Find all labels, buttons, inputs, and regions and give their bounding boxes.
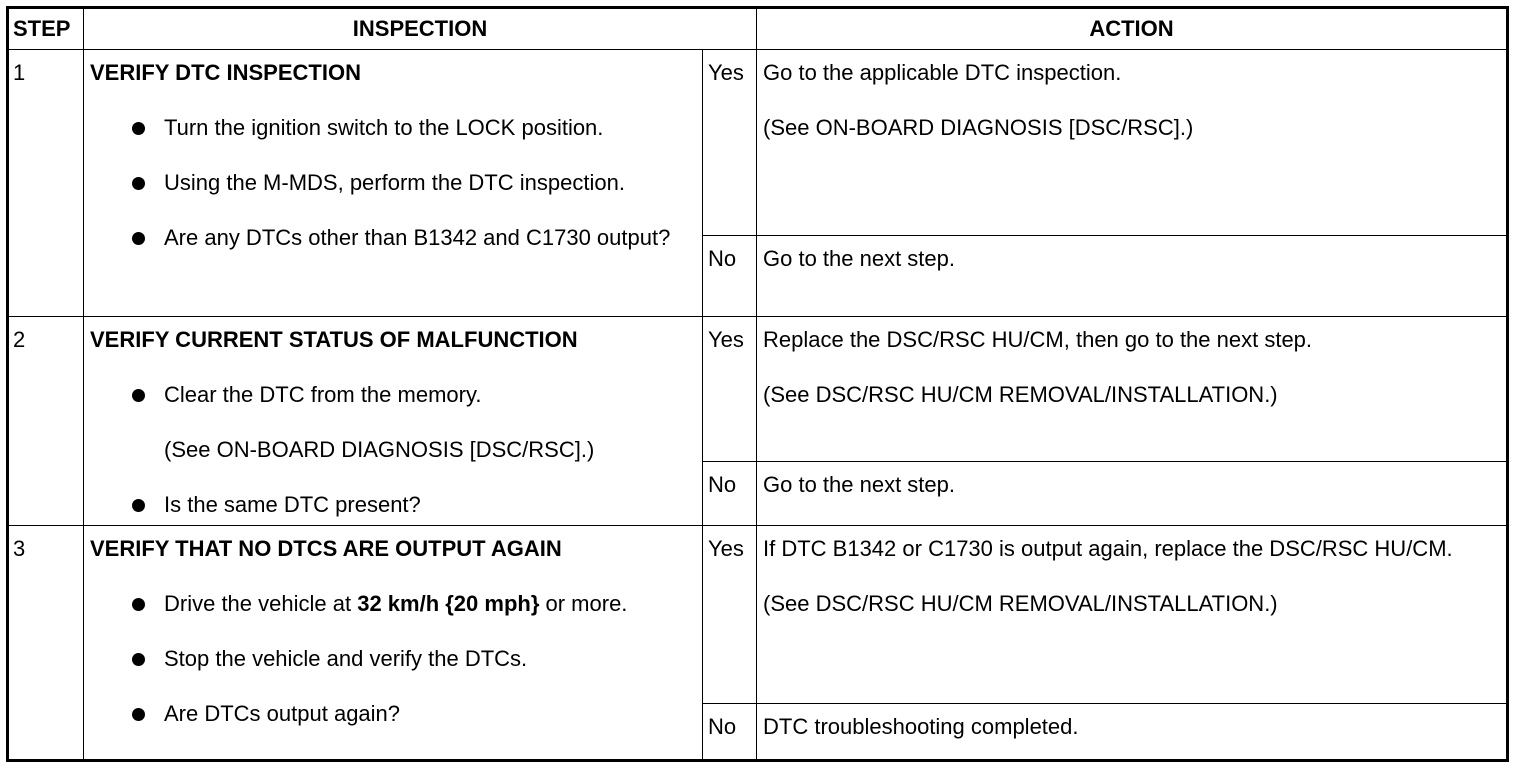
no-label: No (703, 236, 757, 317)
header-action: ACTION (757, 8, 1508, 50)
table-row (8, 526, 1508, 704)
bullet-item: Stop the vehicle and verify the DTCs. (90, 644, 696, 674)
bullet-item: Turn the ignition switch to the LOCK position. (90, 113, 696, 143)
action-reference: (See ON-BOARD DIAGNOSIS [DSC/RSC].) (763, 115, 1194, 140)
bullet-icon (132, 598, 145, 611)
yes-label: Yes (703, 317, 757, 462)
yes-label: Yes (703, 526, 757, 704)
yes-label: Yes (703, 50, 757, 236)
table-row (8, 50, 1508, 236)
action-reference: (See DSC/RSC HU/CM REMOVAL/INSTALLATION.) (763, 382, 1278, 407)
inspection-title: VERIFY DTC INSPECTION (90, 60, 361, 85)
bullet-item: Is the same DTC present? (90, 490, 696, 520)
diagnostic-table (6, 6, 1509, 762)
no-action (757, 236, 1508, 317)
bullet-icon (132, 499, 145, 512)
bullet-icon (132, 708, 145, 721)
inspection-cell (84, 50, 703, 317)
bullet-note: (See ON-BOARD DIAGNOSIS [DSC/RSC].) (164, 437, 595, 462)
bullet-icon (132, 177, 145, 190)
bullet-icon (132, 653, 145, 666)
yes-action (757, 526, 1508, 704)
action-text: Replace the DSC/RSC HU/CM, then go to the next step. (763, 327, 1313, 352)
yes-action (757, 317, 1508, 462)
header-step: STEP (8, 8, 84, 50)
header-row (8, 8, 1508, 50)
action-text: Go to the applicable DTC inspection. (763, 60, 1122, 85)
bullet-icon (132, 122, 145, 135)
step-number: 2 (8, 317, 84, 526)
no-action (757, 462, 1508, 526)
inspection-cell (84, 526, 703, 761)
yes-action (757, 50, 1508, 236)
action-text: If DTC B1342 or C1730 is output again, replace the DSC/RSC HU/CM. (763, 536, 1453, 561)
speed-value: 32 km/h {20 mph} (357, 591, 540, 616)
bullet-item: Are any DTCs other than B1342 and C1730 output? (90, 223, 696, 253)
bullet-icon (132, 232, 145, 245)
no-label: No (703, 704, 757, 761)
no-label: No (703, 462, 757, 526)
inspection-title: VERIFY THAT NO DTCS ARE OUTPUT AGAIN (90, 536, 562, 561)
inspection-title: VERIFY CURRENT STATUS OF MALFUNCTION (90, 327, 578, 352)
bullet-item: Are DTCs output again? (90, 699, 696, 729)
header-inspection: INSPECTION (84, 8, 757, 50)
no-action (757, 704, 1508, 761)
inspection-cell (84, 317, 703, 526)
bullet-item: Clear the DTC from the memory. (90, 380, 696, 410)
action-reference: (See DSC/RSC HU/CM REMOVAL/INSTALLATION.) (763, 591, 1278, 616)
table-row (8, 317, 1508, 462)
step-number: 1 (8, 50, 84, 317)
action-text: DTC troubleshooting completed. (763, 714, 1079, 739)
step-number: 3 (8, 526, 84, 761)
bullet-icon (132, 389, 145, 402)
bullet-item: Drive the vehicle at 32 km/h {20 mph} or more. (90, 589, 696, 619)
bullet-item: Using the M-MDS, perform the DTC inspection. (90, 168, 696, 198)
action-text: Go to the next step. (763, 472, 956, 497)
action-text: Go to the next step. (763, 246, 956, 271)
